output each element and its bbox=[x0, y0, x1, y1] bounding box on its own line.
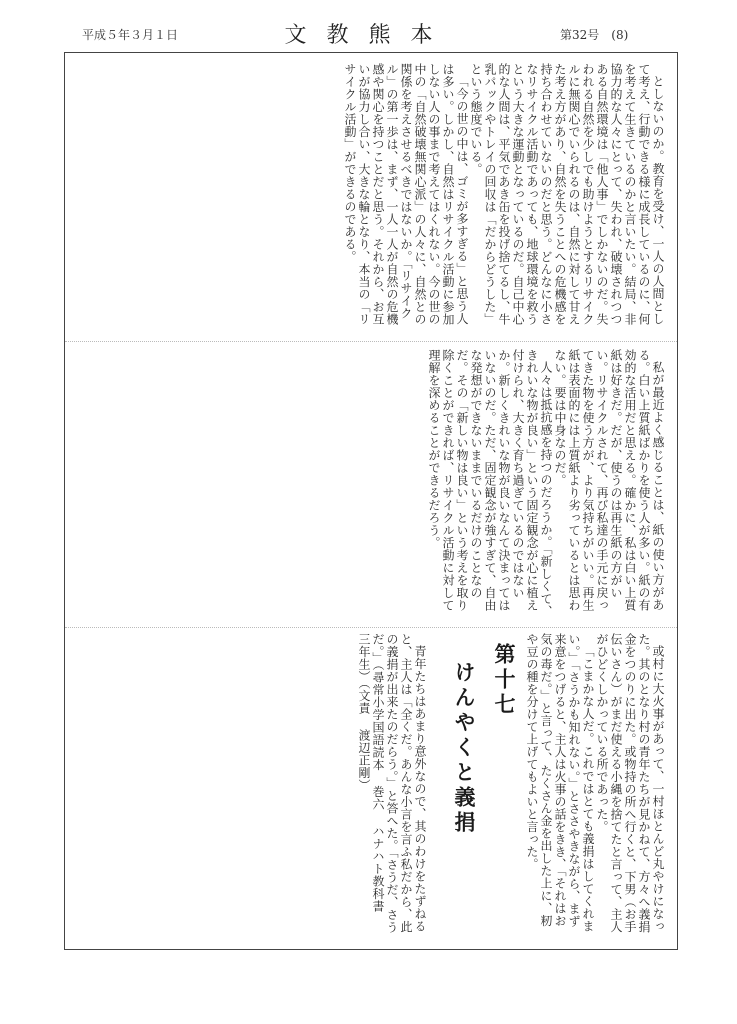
paragraph: 或村に大火事があって、一村ほとんど丸やけになった。其のとなり村の青年たちが見かねて、方々へ義捐金をつのりに出た。或物持の所へ行くと、下男（お手伝いさん）がまだ使える小縄を捨てたと言って、主人がひどくしかっている所であった。 bbox=[595, 633, 665, 933]
paragraph: 私が最近よく感じることは、紙の使い方がある。白い上質紙ばかりを使う人が多い。紙の有効的な活用だと思える。確かに、私は白い上質紙は好きだ。だが、使うのは再生紙の方がいい。リサイクルされて、再び私達の手元に戻ってきた物を使う方が、より気持ちがいい。再生紙は表面的には上質紙より劣っているとは思わない。要は中身なのだ。 bbox=[553, 349, 665, 612]
paragraph: 「こまかな人だ。これではとても義捐はしてくれまい。」「さうかも知れない。」とささやきながら、まず来意をつげると、主人は火事の話をきき、「それはお気の毒だ。」と言って、たくさん金を出した上に、籾や豆の種を分けて上げてもよいと言った。 bbox=[525, 633, 595, 933]
paragraph: としないのか。教育を受け、一人の人間として考え、行動できる様に成長しているのに、何を考えて生きているのかと言いたい。結局、非協力的な人々にとって、失われ、破壊されつつある自然環境は「他人事」でしかないのだ。失われる自然を少しでも助けようとするリサイクルに無関心でいられるのは、自然に対して甘えた考え方があり、自然を失うことへの危機感を持ち合わせていないのだと思う。どんなに小さなリサイクル活動であっても、地球環境を救うという大きな運動となっているのだ。自己中心的な人間は、平気であき缶を投げ捨てるし、牛乳パックやトレイの回収は「だからどうした」という態度でいる。 bbox=[469, 63, 665, 326]
issue-number: 第32号 (8) bbox=[560, 28, 629, 42]
top-text-band bbox=[77, 63, 665, 335]
bottom-text-band-left bbox=[77, 633, 427, 937]
band-divider bbox=[65, 341, 677, 342]
middle-text-band bbox=[77, 349, 665, 621]
article-frame bbox=[64, 52, 678, 950]
essay-number: 第十七 bbox=[492, 643, 516, 718]
paragraph: 人々は抵抗感を持つのだろうか。「新しくて、きれいな物が良い」という固定観念が心に植え付けられ、大きく育ち過ぎているのではないか。新しくきれいな物が良いなんて決まってはいないのだ。ただ、固定観念が強すぎて、自由な発想ができないままでいるだけのことなのだ。その「新しい物は良い」という考えを取り除くことができれば、リサイクル活動に対して理解を深めることができるだろう。 bbox=[427, 349, 553, 618]
issue-date: 平成５年３月１日 bbox=[82, 28, 179, 42]
paragraph: 「今の世の中は、ゴミが多すぎる」と思う人は多い。しかし、自然はリサイクル活動に参加しない人の事まで考えてはくれない。今の世の中の「自然破壊無関心派」の人々に、自然との関係を考えさせるべきではないか。「リサイクル」の第一歩は、まず、一人一人が自然の危機感や関心を持つことだと思う。それから、お互いが協力し合い、大きな輪となり、本当の「リサイクル活動」ができるのである。 bbox=[343, 63, 469, 326]
bottom-text-band-right bbox=[377, 633, 665, 937]
essay-title: けんやくと義捐 bbox=[452, 661, 476, 836]
band-divider bbox=[65, 627, 677, 628]
newspaper-title: 文教熊本 bbox=[284, 23, 453, 48]
masthead bbox=[0, 0, 737, 60]
paragraph: 青年たちはあまり意外なので、其のわけをたずねると、主人は「全くだ。あんな小言を言ふ私だから、此の義捐が出来たのだらう。」と答へた。「さうだ、さうだ。」（尋常小学国語読本 巻六 ハナハト教科書 三年生）（文責 渡辺正剛） bbox=[357, 633, 427, 934]
